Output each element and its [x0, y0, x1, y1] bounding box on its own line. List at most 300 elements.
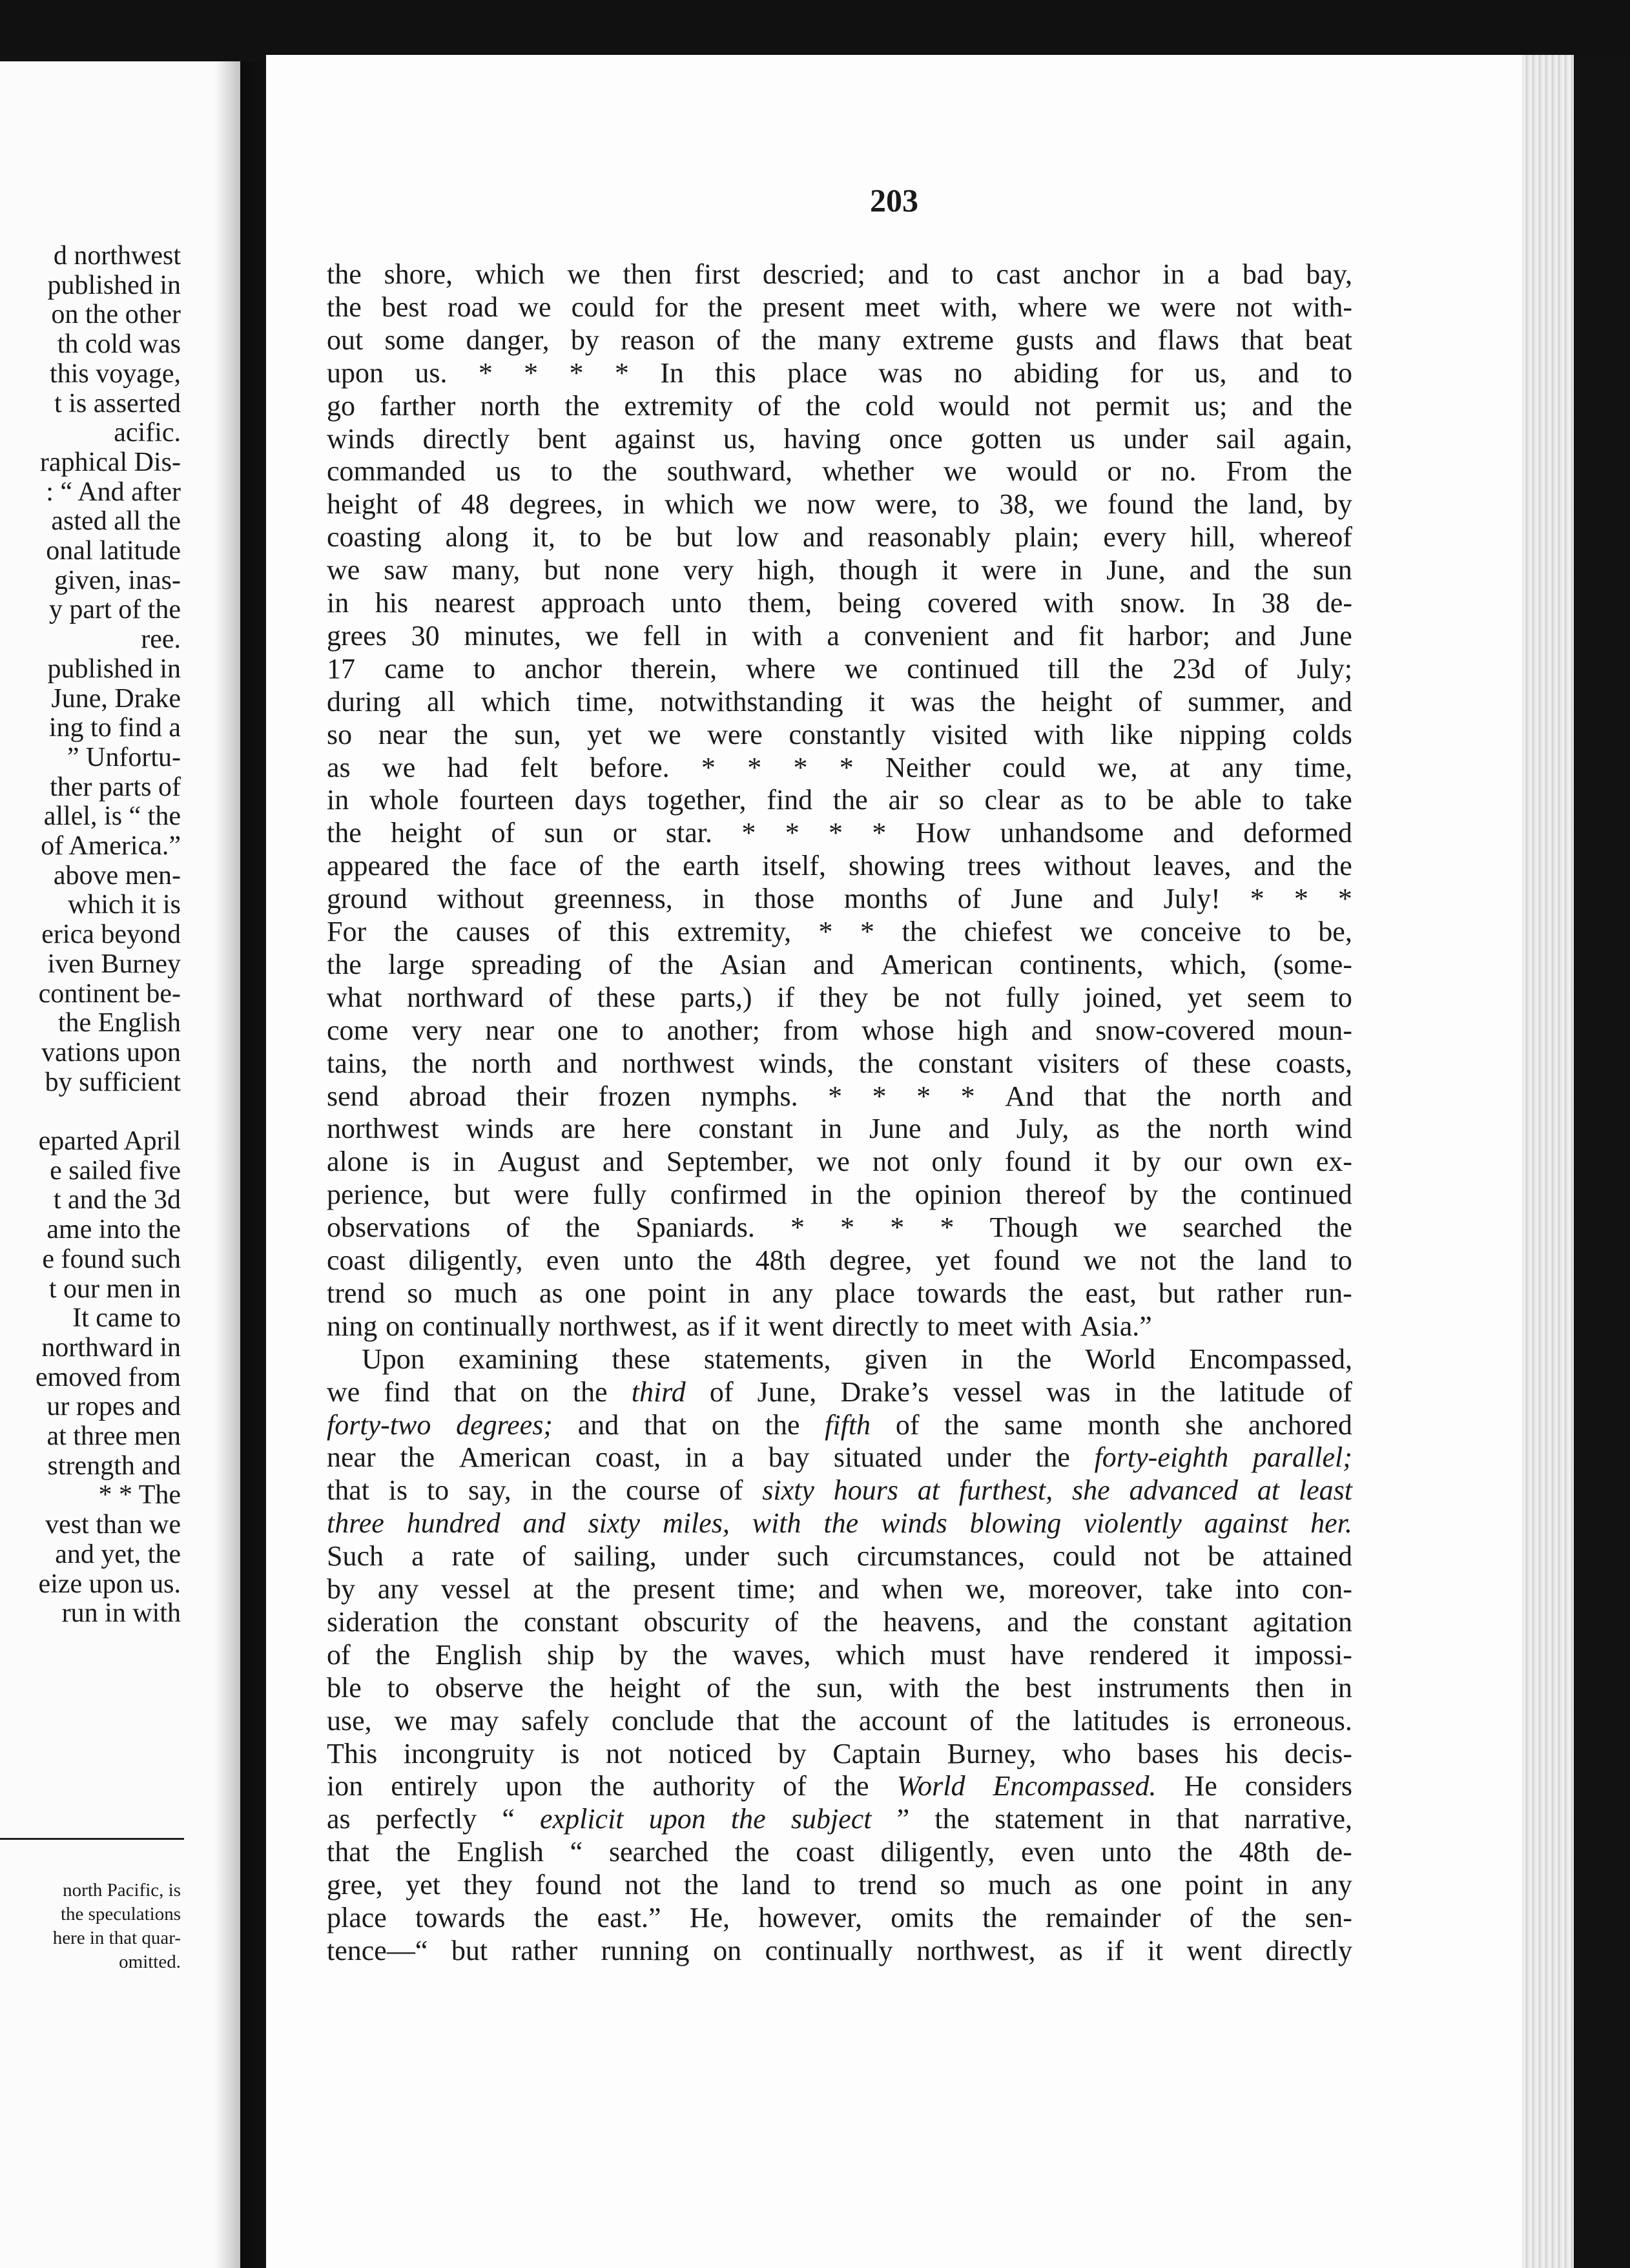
word: at: [917, 1474, 940, 1507]
text-line: [327, 521, 1352, 554]
word: in: [961, 1343, 984, 1375]
word: we: [1054, 488, 1088, 521]
word: road: [447, 291, 499, 323]
word: till: [1047, 652, 1080, 685]
left-page-line: by sufficient: [45, 1067, 181, 1097]
word: a: [731, 1441, 745, 1474]
word: days: [574, 784, 627, 816]
word: constant: [524, 1605, 619, 1638]
word: sun,: [514, 718, 561, 750]
word: of: [1144, 1047, 1168, 1079]
word: went: [1186, 1934, 1243, 1966]
word: and: [577, 1408, 619, 1441]
word: fully: [592, 1179, 646, 1211]
word: the: [590, 1770, 625, 1802]
word: point: [648, 1277, 707, 1309]
word: gotten: [971, 422, 1042, 455]
left-page-line: of America.”: [41, 831, 181, 861]
word: by: [1130, 1179, 1159, 1211]
text-line: [327, 1769, 1352, 1803]
word: any: [1221, 751, 1263, 783]
word: *: [741, 817, 756, 849]
word: high,: [757, 554, 816, 586]
word: the: [565, 1211, 601, 1244]
word: the: [823, 1605, 858, 1638]
word: that: [1241, 324, 1284, 356]
word: the: [1073, 1605, 1108, 1638]
word: visiters: [1037, 1047, 1120, 1079]
word: be,: [1318, 916, 1352, 947]
word: *: [478, 356, 493, 389]
word: World: [1085, 1343, 1156, 1375]
word: the: [327, 948, 362, 980]
word: north: [480, 389, 541, 422]
word: be: [625, 521, 652, 553]
word: moun-: [1277, 1014, 1352, 1046]
word: June: [869, 1113, 922, 1145]
word: and: [1013, 619, 1055, 652]
word: the: [575, 1573, 611, 1605]
word: though: [839, 554, 918, 586]
text-line: [327, 1737, 1352, 1771]
word: rendered: [1089, 1638, 1189, 1671]
word: we: [382, 751, 416, 783]
word: where: [1018, 291, 1088, 323]
word: course: [626, 1474, 700, 1507]
word: 48: [460, 488, 490, 521]
word: Spaniards.: [635, 1211, 755, 1244]
word: say,: [468, 1474, 511, 1507]
word: and: [1311, 1080, 1352, 1112]
word: no.: [1161, 455, 1197, 488]
left-page-line: continent be-: [38, 978, 181, 1009]
word: if: [1106, 1934, 1124, 1966]
word: the: [572, 1376, 608, 1408]
word: of: [774, 1605, 799, 1638]
left-page-line: t and the 3d: [53, 1185, 181, 1215]
word: went: [768, 1310, 824, 1342]
word: the: [823, 1507, 859, 1540]
word: or: [1107, 455, 1131, 488]
word: that: [327, 1474, 369, 1507]
word: moreover,: [1028, 1573, 1143, 1605]
word: plain;: [1015, 521, 1080, 553]
word: continually: [422, 1310, 551, 1342]
word: even: [1021, 1836, 1075, 1868]
word: in: [453, 1146, 475, 1178]
word: as: [686, 1310, 710, 1342]
word: grees: [327, 619, 387, 652]
text-line: [327, 1934, 1352, 1968]
word: winds: [881, 1507, 947, 1540]
word: in: [685, 1441, 708, 1474]
word: could: [1053, 1540, 1116, 1572]
word: present: [633, 1573, 716, 1605]
word: have: [1010, 1638, 1064, 1671]
word: only: [931, 1146, 982, 1178]
word: of: [579, 850, 603, 882]
word: the: [451, 850, 487, 882]
word: constant: [918, 1047, 1013, 1079]
word: of: [522, 1540, 546, 1572]
word: any: [772, 1277, 814, 1309]
word: of: [417, 488, 442, 521]
word: having: [783, 422, 861, 455]
word: from: [783, 1014, 839, 1046]
word: towards: [916, 1277, 1007, 1309]
word: before.: [590, 751, 670, 783]
word: then: [623, 258, 672, 290]
word: some: [384, 324, 445, 356]
word: low: [736, 521, 779, 553]
word: to: [473, 652, 496, 685]
word: could: [571, 291, 635, 323]
word: we: [327, 554, 360, 586]
word: without: [437, 883, 524, 915]
word: the: [1016, 1343, 1052, 1375]
left-page-line: * * The: [98, 1480, 181, 1510]
word: a: [1207, 258, 1220, 290]
word: and: [948, 1113, 989, 1145]
left-page-line: It came to: [72, 1303, 181, 1334]
word: as: [1096, 1113, 1120, 1145]
word: we: [394, 1704, 428, 1737]
word: the: [765, 1408, 800, 1441]
word: whereof: [1259, 521, 1352, 553]
word: land,: [1248, 488, 1305, 521]
word: fifth: [825, 1408, 871, 1441]
word: leaves,: [1153, 850, 1232, 882]
word: whose: [861, 1014, 934, 1046]
word: the: [1181, 1179, 1217, 1211]
text-line: [327, 1704, 1352, 1738]
word: abiding: [1013, 356, 1099, 389]
word: the: [572, 1474, 607, 1507]
word: another;: [666, 1014, 760, 1046]
word: which: [665, 488, 734, 521]
book-page: [266, 55, 1522, 2268]
word: were: [707, 718, 763, 750]
word: are: [561, 1113, 596, 1145]
left-page-line: d northwest: [53, 241, 181, 271]
word: cast: [996, 258, 1040, 290]
word: under: [1123, 422, 1188, 455]
word: this: [715, 356, 756, 389]
word: American: [459, 1441, 572, 1474]
word: in: [820, 1113, 843, 1145]
word: bay,: [1306, 258, 1352, 290]
word: same: [1004, 1408, 1063, 1441]
word: saw: [384, 554, 428, 586]
word: farther: [380, 389, 456, 422]
word: remainder: [1046, 1902, 1161, 1933]
word: at: [533, 1573, 553, 1605]
word: where: [746, 652, 816, 685]
word: rather: [511, 1934, 578, 1966]
word: decis-: [1284, 1737, 1352, 1769]
text-line: [327, 422, 1352, 456]
word: not: [1235, 291, 1272, 323]
text-line: [327, 1835, 1352, 1869]
word: the: [1015, 1704, 1051, 1737]
word: these: [1192, 1047, 1252, 1079]
word: latitude: [1219, 1376, 1305, 1408]
text-line: [327, 1080, 1352, 1113]
word: 48th: [1239, 1836, 1290, 1868]
word: omits: [891, 1902, 954, 1933]
word: send: [327, 1080, 379, 1112]
word: to: [621, 1014, 644, 1046]
word: He,: [689, 1902, 730, 1933]
word: And: [1005, 1080, 1054, 1112]
word: we: [585, 619, 619, 652]
left-page-line: this voyage,: [50, 358, 181, 389]
word: causes: [455, 916, 530, 947]
word: advanced: [1129, 1474, 1239, 1507]
word: blowing: [969, 1507, 1062, 1540]
word: the: [934, 1803, 970, 1835]
word: we: [567, 258, 601, 290]
word: waves,: [732, 1638, 811, 1671]
word: of: [709, 1376, 734, 1408]
word: would: [1006, 455, 1078, 488]
word: bases: [1137, 1737, 1199, 1769]
word: on: [711, 1408, 740, 1441]
word: by: [327, 1573, 355, 1605]
word: the: [1178, 1836, 1213, 1868]
word: found: [535, 1869, 602, 1901]
word: ning: [327, 1310, 378, 1342]
word: the: [965, 1671, 1000, 1704]
word: rate: [451, 1540, 495, 1572]
word: alone: [327, 1146, 389, 1178]
word: or: [612, 817, 637, 849]
word: situated: [833, 1441, 922, 1474]
word: *: [818, 916, 833, 947]
word: degrees;: [456, 1408, 553, 1441]
word: attained: [1262, 1540, 1352, 1572]
word: constantly: [789, 718, 906, 750]
word: ”: [896, 1803, 910, 1835]
word: of: [608, 948, 632, 980]
word: high: [957, 1014, 1008, 1046]
word: we: [1083, 1244, 1117, 1276]
word: approach: [541, 587, 645, 619]
word: is: [388, 1474, 408, 1507]
word: very: [411, 1014, 462, 1046]
left-page-line: erica beyond: [41, 920, 181, 950]
word: the: [858, 1047, 894, 1079]
word: the: [734, 1836, 770, 1868]
word: once: [889, 422, 943, 455]
text-line: [327, 1408, 1352, 1442]
word: Asian: [720, 948, 787, 980]
text-line: [327, 1474, 1352, 1507]
word: near: [378, 718, 428, 750]
text-line: [327, 948, 1352, 982]
left-page-line: iven Burney: [47, 949, 181, 979]
word: “: [502, 1803, 515, 1835]
word: thereof: [1025, 1179, 1106, 1211]
word: anchored: [1248, 1408, 1352, 1441]
text-line: [327, 849, 1352, 883]
word: July!: [1163, 883, 1221, 915]
word: when: [882, 1573, 944, 1605]
word: of: [707, 1671, 730, 1704]
word: along: [445, 521, 509, 553]
word: coast: [327, 1244, 386, 1276]
left-page-line: e sailed five: [50, 1155, 181, 1186]
text-line: [327, 1605, 1352, 1639]
word: permit: [1095, 389, 1170, 422]
word: found: [1107, 488, 1174, 521]
word: safely: [521, 1704, 590, 1737]
word: upon: [648, 1803, 706, 1835]
word: joined,: [1084, 981, 1162, 1013]
word: of: [957, 883, 982, 915]
word: extreme: [902, 324, 994, 356]
word: the: [625, 850, 661, 882]
word: by: [1323, 488, 1352, 521]
word: of: [969, 1704, 994, 1737]
word: How: [915, 817, 971, 849]
word: observe: [435, 1671, 524, 1704]
text-line: [327, 718, 1352, 752]
word: June,: [757, 1376, 817, 1408]
word: on: [520, 1376, 549, 1408]
word: He: [1184, 1770, 1217, 1802]
word: to: [426, 1474, 449, 1507]
word: and: [1093, 883, 1134, 915]
word: it: [1213, 1638, 1230, 1671]
word: the: [944, 1408, 980, 1441]
word: three: [327, 1507, 384, 1540]
word: northward: [407, 981, 524, 1013]
text-line: [327, 751, 1352, 785]
word: of: [557, 916, 581, 947]
word: sun,: [816, 1671, 863, 1704]
word: considers: [1244, 1770, 1352, 1802]
word: extremity,: [677, 916, 792, 947]
word: the: [834, 1770, 869, 1802]
word: nearest: [434, 587, 515, 619]
word: could: [1002, 751, 1066, 783]
word: Drake’s: [840, 1376, 929, 1408]
text-line: [327, 1868, 1352, 1902]
left-page-line: eize upon us.: [38, 1569, 181, 1599]
word: this: [608, 916, 650, 947]
left-page-line: given, inas-: [54, 565, 181, 595]
word: fell: [643, 619, 681, 652]
word: of: [548, 981, 572, 1013]
word: degree,: [829, 1244, 913, 1276]
word: bay: [768, 1441, 810, 1474]
word: were: [513, 1179, 570, 1211]
word: any: [1311, 1869, 1352, 1901]
word: coasts,: [1275, 1047, 1352, 1079]
word: the: [1028, 1277, 1064, 1309]
word: explicit: [540, 1803, 624, 1835]
word: to: [1268, 916, 1291, 947]
word: English: [457, 1836, 544, 1868]
text-line: [327, 816, 1352, 850]
word: would: [938, 389, 1010, 422]
word: had: [447, 751, 489, 783]
word: be: [892, 981, 920, 1013]
word: furthest,: [958, 1474, 1053, 1507]
word: conclude: [611, 1704, 714, 1737]
word: she: [1072, 1474, 1110, 1507]
word: latitudes: [1073, 1704, 1170, 1737]
word: who: [1062, 1737, 1111, 1769]
text-line: [327, 1244, 1352, 1277]
word: nipping: [1179, 718, 1266, 750]
word: was: [878, 356, 923, 389]
word: near: [485, 1014, 535, 1046]
word: that: [736, 1704, 779, 1737]
word: and: [556, 1047, 598, 1079]
word: and: [887, 258, 929, 290]
word: deformed: [1243, 817, 1352, 849]
word: not: [1034, 389, 1071, 422]
word: continued: [1240, 1179, 1352, 1211]
word: sun: [1312, 554, 1352, 586]
word: which: [481, 685, 551, 717]
word: time,: [1294, 751, 1352, 783]
word: were,: [875, 488, 938, 521]
word: however,: [758, 1902, 862, 1933]
word: reason: [621, 324, 695, 356]
word: not: [1143, 1540, 1181, 1572]
left-page-line: y part of the: [48, 595, 181, 625]
word: In: [1212, 587, 1235, 619]
text-line: [327, 1572, 1352, 1606]
text-line: [327, 1540, 1352, 1573]
word: 23d: [1172, 652, 1215, 685]
word: not: [872, 1146, 909, 1178]
word: months: [844, 883, 928, 915]
word: the: [1199, 1244, 1235, 1276]
word: trees: [967, 850, 1022, 882]
word: fourteen: [459, 784, 554, 816]
word: least: [1298, 1474, 1352, 1507]
left-page-line: ” Unfortu-: [67, 742, 181, 772]
left-page-line: which it is: [68, 890, 181, 920]
text-line: [327, 1178, 1352, 1211]
word: *: [829, 817, 843, 849]
word: de-: [1315, 1836, 1352, 1868]
page-number: 203: [870, 182, 918, 218]
word: and: [1095, 324, 1137, 356]
word: sixty: [588, 1507, 641, 1540]
word: to: [1262, 784, 1284, 816]
word: third: [631, 1376, 686, 1408]
word: danger,: [466, 324, 550, 356]
word: abroad: [409, 1080, 486, 1112]
word: reasonably: [867, 521, 991, 553]
left-page-line: t is asserted: [54, 388, 181, 418]
word: it: [744, 1310, 760, 1342]
word: continents,: [1019, 948, 1144, 980]
word: to: [957, 488, 980, 521]
word: and: [603, 1146, 644, 1178]
text-line: [327, 652, 1352, 686]
word: Though: [989, 1211, 1078, 1244]
left-page-line: run in with: [61, 1598, 181, 1629]
word: no: [954, 356, 983, 389]
word: such: [777, 1540, 829, 1572]
word: *: [569, 356, 584, 389]
